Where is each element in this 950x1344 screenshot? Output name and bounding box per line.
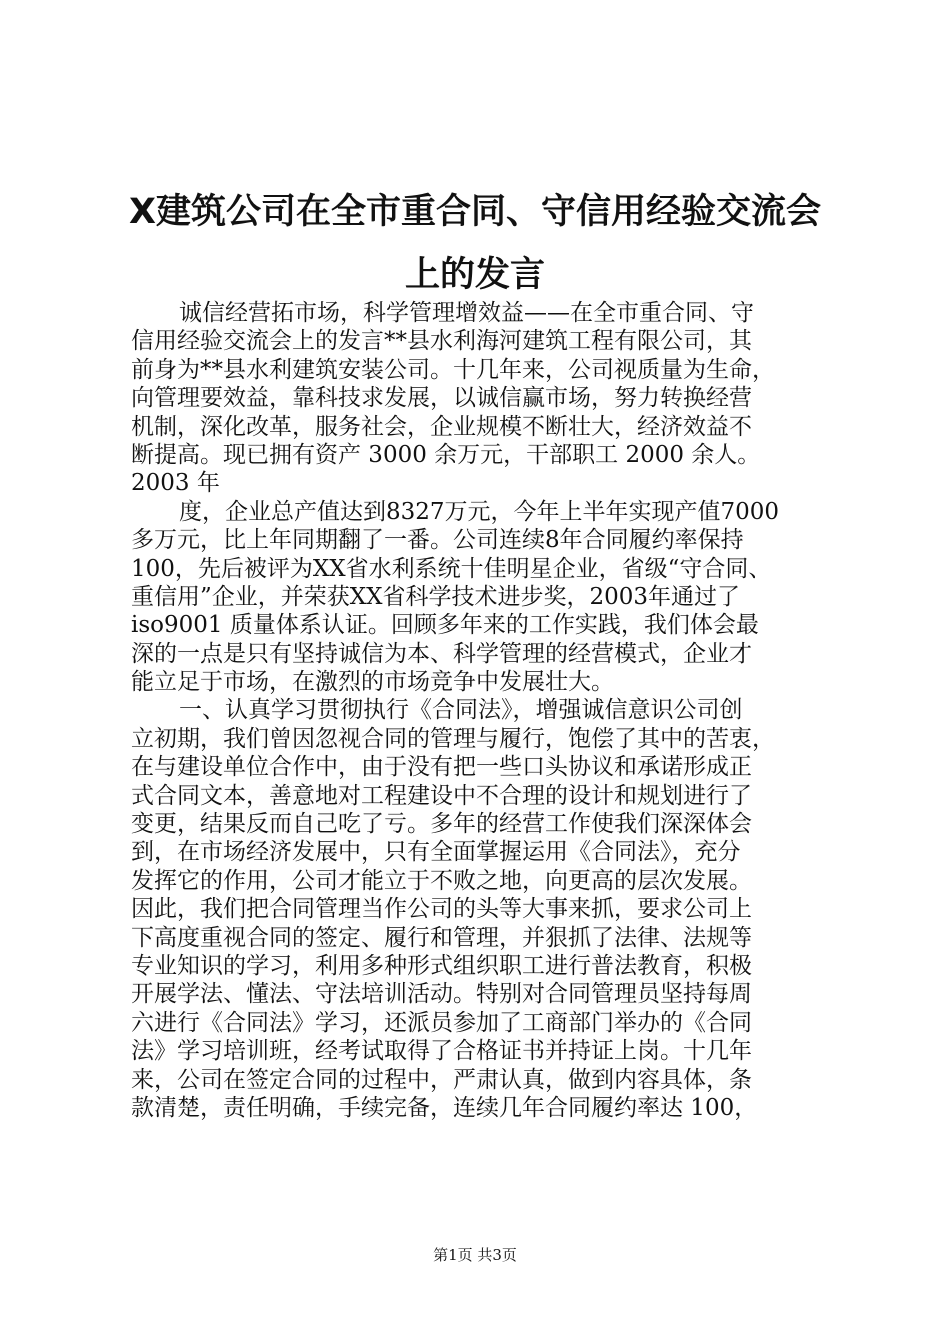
body-line: 诚信经营拓市场，科学管理增效益——在全市重合同、守 (179, 300, 754, 326)
document-body (131, 299, 831, 1122)
body-line: 专业知识的学习，利用多种形式组织职工进行普法教育，积极 (131, 952, 752, 979)
body-line: 变更，结果反而自己吃了亏。多年的经营工作使我们深深体会 (131, 811, 752, 838)
body-line: 2003 年 (131, 470, 220, 497)
body-line: 能立足于市场，在激烈的市场竞争中发展壮大。 (131, 669, 614, 696)
body-line: 向管理要效益，靠科技求发展，以诚信赢市场，努力转换经营 (131, 385, 752, 412)
body-line: 多万元，比上年同期翻了一番。公司连续8年合同履约率保持 (131, 527, 744, 554)
document-title-line-2: 上的发言 (404, 255, 545, 295)
body-line: 发挥它的作用，公司才能立于不败之地，向更高的层次发展。 (131, 867, 752, 894)
body-line: 法》学习培训班，经考试取得了合格证书并持证上岗。十几年 (131, 1038, 752, 1065)
body-line: 前身为**县水利建筑安装公司。十几年来，公司视质量为生命， (131, 356, 775, 383)
body-line: 重信用”企业，并荣获XX省科学技术进步奖，2003年通过了 (131, 583, 741, 610)
body-line: 六进行《合同法》学习，还派员参加了工商部门举办的《合同 (131, 1009, 752, 1036)
body-line: 下高度重视合同的签定、履行和管理，并狠抓了法律、法规等 (131, 924, 752, 951)
body-line: 款清楚，责任明确，手续完备，连续几年合同履约率达 100， (131, 1094, 758, 1121)
body-line: 立初期，我们曾因忽视合同的管理与履行，饱偿了其中的苦衷， (131, 725, 775, 752)
body-line: 一、认真学习贯彻执行《合同法》，增强诚信意识公司创 (179, 697, 743, 724)
body-line: 因此，我们把合同管理当作公司的头等大事来抓，要求公司上 (131, 896, 752, 923)
body-line: 机制，深化改革，服务社会，企业规模不断壮大，经济效益不 (131, 413, 752, 440)
body-line: 断提高。现已拥有资产 3000 余万元，干部职工 2000 余人。 (131, 441, 761, 468)
body-line: 式合同文本，善意地对工程建设中不合理的设计和规划进行了 (131, 782, 752, 809)
page-number-footer: 第1页 共3页 (433, 1246, 517, 1264)
body-line: 100，先后被评为XX省水利系统十佳明星企业，省级“守合同、 (131, 555, 772, 582)
body-line: 深的一点是只有坚持诚信为本、科学管理的经营模式，企业才 (131, 640, 752, 667)
body-line: 开展学法、懂法、守法培训活动。特别对合同管理员坚持每周 (131, 981, 752, 1008)
document-title-line-1: X建筑公司在全市重合同、守信用经验交流会 (129, 192, 821, 232)
body-line: 来，公司在签定合同的过程中，严肃认真，做到内容具体，条 (131, 1066, 752, 1093)
body-line: iso9001 质量体系认证。回顾多年来的工作实践，我们体会最 (131, 612, 759, 639)
body-line: 在与建设单位合作中，由于没有把一些口头协议和承诺形成正 (131, 754, 752, 781)
body-line: 度，企业总产值达到8327万元，今年上半年实现产值7000 (179, 498, 780, 525)
body-line: 信用经验交流会上的发言**县水利海河建筑工程有限公司，其 (131, 328, 752, 355)
body-line: 到，在市场经济发展中，只有全面掌握运用《合同法》，充分 (131, 839, 741, 866)
